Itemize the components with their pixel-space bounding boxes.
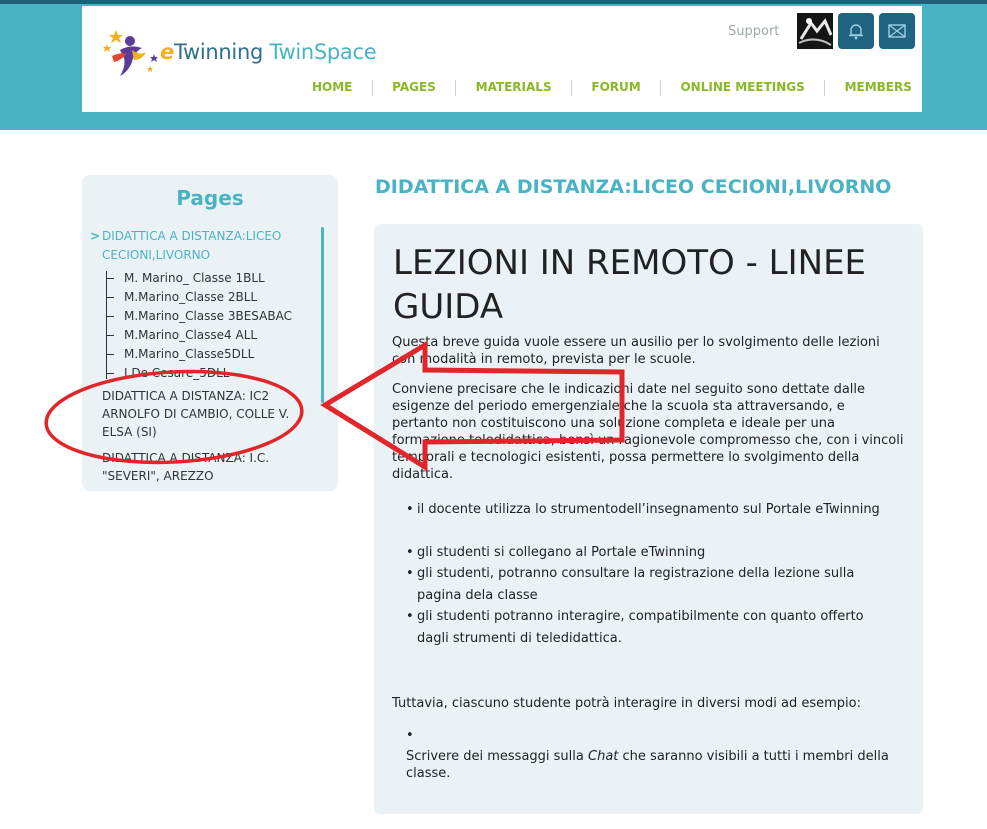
page-title: DIDATTICA A DISTANZA:LICEO CECIONI,LIVORNO [375, 176, 892, 198]
tree-branch [106, 316, 114, 317]
sidebar-title: Pages [176, 186, 244, 210]
nav-separator [372, 80, 373, 96]
support-link[interactable]: Support [728, 24, 780, 39]
list-item: • il docente utilizza lo strumentodell’insegnamento sul Portale eTwinning [406, 499, 896, 521]
nav-forum[interactable]: FORUM [591, 80, 641, 94]
chevron-right-icon: > [90, 229, 101, 243]
nav-materials[interactable]: MATERIALS [475, 80, 552, 94]
sidebar-subpage[interactable]: M.Marino_Classe5DLL [124, 347, 255, 361]
list-item: • gli studenti, potranno consultare la registrazione della lezione sulla pagina dela classe [406, 563, 896, 606]
bullet-icon: • [406, 728, 414, 743]
sidebar-page[interactable]: DIDATTICA A DISTANZA: I.C. "SEVERI", AREZZO [102, 451, 270, 483]
sidebar-scrollbar[interactable] [321, 227, 324, 403]
tree-branch [106, 335, 114, 336]
tree-branch [106, 354, 114, 355]
nav-separator [824, 80, 825, 96]
bullet-icon: • [406, 609, 414, 624]
bullet-icon: • [406, 545, 414, 560]
tree-branch [106, 373, 114, 374]
sidebar-page[interactable]: DIDATTICA A DISTANZA: IC2 ARNOLFO DI CAMBIO, COLLE V. ELSA (SI) [102, 389, 290, 439]
nav-separator [571, 80, 572, 96]
logo-figure-icon [102, 26, 162, 82]
nav-home[interactable]: HOME [312, 80, 353, 94]
nav-separator [660, 80, 661, 96]
body-paragraph: Tuttavia, ciascuno studente potrà interagire in diversi modi ad esempio: [392, 696, 861, 711]
nav-online-meetings[interactable]: ONLINE MEETINGS [680, 80, 805, 94]
sidebar-subpage[interactable]: M.Marino_Classe 3BESABAC [124, 309, 292, 323]
sidebar-page-active[interactable] [90, 227, 312, 265]
logo-text: eTwinning TwinSpace [160, 40, 377, 64]
intro-paragraph: Questa breve guida vuole essere un ausilio per lo svolgimento delle lezioni con modalità in remoto, prevista per le scuole. [392, 335, 880, 367]
tree-line [106, 271, 107, 379]
bell-icon [846, 21, 866, 41]
nav-separator [455, 80, 456, 96]
mail-icon [887, 21, 907, 41]
messages-button[interactable] [879, 13, 915, 49]
sidebar-page-label: DIDATTICA A DISTANZA:LICEO CECIONI,LIVORNO [102, 229, 282, 262]
main-nav [312, 80, 912, 96]
sidebar-subpage[interactable]: M.Marino_Classe4 ALL [124, 328, 258, 342]
sidebar-subpage[interactable]: M.Marino_Classe 2BLL [124, 290, 258, 304]
sidebar-subpage[interactable]: I.De Cesare_5DLL [124, 366, 230, 380]
sidebar-subpage[interactable]: M. Marino_ Classe 1BLL [124, 271, 265, 285]
nav-pages[interactable]: PAGES [392, 80, 436, 94]
body-paragraph: Conviene precisare che le indicazioni date nel seguito sono dettate dalle esigenze del periodo emergenziale che la scuola sta attraversando, e pertanto non costituiscono una soluzione completa e ideale per una formazione teledidattica, bensì un ragionevole compromesso che, con i vincoli temporali e tecnologici esistenti, possa permettere lo svolgimento della didattica. [392, 382, 904, 482]
bullet-icon: • [406, 502, 414, 517]
etwinning-logo[interactable] [102, 26, 392, 82]
list-item: • gli studenti potranno interagire, compatibilmente con quanto offerto dagli strumenti di teledidattica. [406, 606, 896, 649]
list-item [406, 727, 906, 744]
article-panel [374, 224, 923, 814]
chat-paragraph: Scrivere dei messaggi sulla Chat che saranno visibili a tutti i membri della classe. [406, 749, 889, 781]
nav-members[interactable]: MEMBERS [844, 80, 912, 94]
list-item: • gli studenti si collegano al Portale eTwinning [406, 542, 896, 564]
site-header [82, 6, 922, 112]
notifications-button[interactable] [838, 13, 874, 49]
avatar-image [797, 13, 833, 49]
user-avatar[interactable] [797, 13, 833, 49]
bullet-icon: • [406, 566, 414, 581]
tree-branch [106, 278, 114, 279]
pages-sidebar [82, 175, 338, 491]
tree-branch [106, 297, 114, 298]
article-title: LEZIONI IN REMOTO - LINEE GUIDA [393, 243, 867, 327]
